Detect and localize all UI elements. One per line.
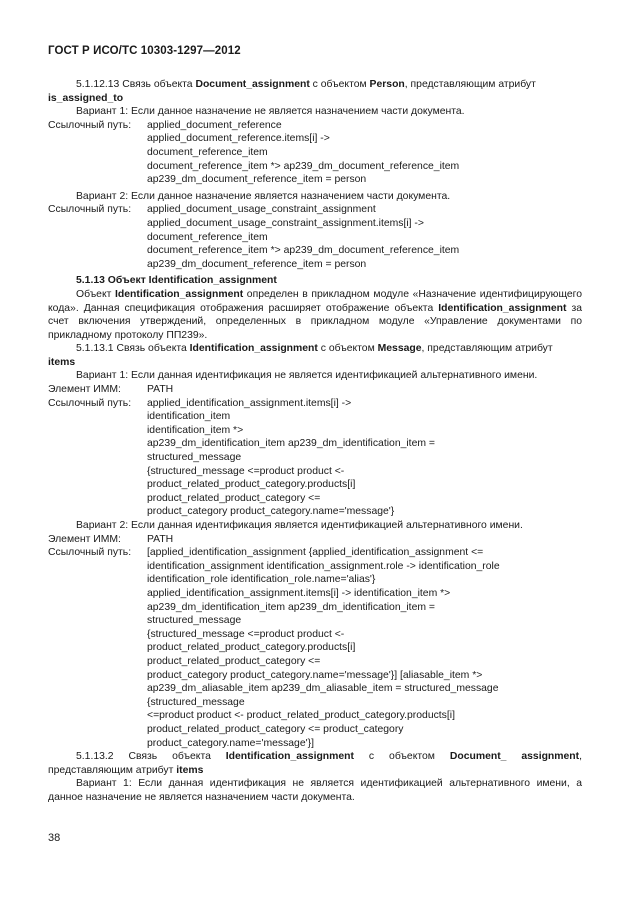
variant-1-text: Вариант 1: Если данное назначение не является назначением части документа. — [76, 106, 465, 118]
variant-2-text: Вариант 2: Если данное назначение является назначением части документа. — [76, 190, 451, 202]
clause-5-1-13-1-title: 5.1.13.1 Связь объекта Identification_assignment с объектом Message, представляющим атрибут — [76, 343, 553, 355]
reference-path-line: structured_message — [147, 452, 242, 464]
reference-path-line: applied_document_usage_constraint_assignment.items[i] -> — [147, 217, 424, 229]
reference-path-label: Ссылочный путь: — [48, 547, 132, 559]
reference-path-line: applied_identification_assignment.items[i] -> — [147, 397, 352, 409]
reference-path-line: {structured_message <=product product <- — [147, 628, 345, 640]
clause-5-1-12-13-title: 5.1.12.13 Связь объекта Document_assignment с объектом Person, представляющим атрибут — [76, 79, 536, 90]
reference-path-line: applied_identification_assignment.items[i] -> identification_item *> — [147, 587, 451, 599]
reference-path-line: ap239_dm_identification_item ap239_dm_identification_item = — [147, 601, 435, 613]
arm-element-label: Элемент ИММ: — [48, 533, 121, 545]
clause-attribute: items — [48, 356, 76, 368]
reference-path-line: product_related_product_category.products[i] — [147, 479, 356, 491]
reference-path-line: document_reference_item — [147, 231, 268, 243]
arm-element-value: PATH — [147, 533, 174, 545]
reference-path-line: <=product product <- product_related_product_category.products[i] — [147, 710, 455, 722]
clause-attribute: is_assigned_to — [48, 92, 124, 104]
reference-path-line: identification_item *> — [147, 424, 244, 436]
reference-path-line: applied_document_reference — [147, 119, 282, 131]
reference-path-line: product_related_product_category <= product_category — [147, 723, 404, 735]
reference-path-line: structured_message — [147, 615, 242, 627]
reference-path-line: document_reference_item *> ap239_dm_document_reference_item — [147, 245, 460, 257]
reference-path-line: ap239_dm_identification_item ap239_dm_identification_item = — [147, 438, 435, 450]
reference-path-line: product_category product_category.name='message'}] [aliasable_item *> — [147, 669, 483, 681]
arm-element-value: PATH — [147, 384, 174, 396]
arm-element-label: Элемент ИММ: — [48, 384, 121, 396]
reference-path-label: Ссылочный путь: — [48, 119, 132, 131]
arm-element-row — [48, 383, 582, 397]
clause-5-1-13-2-title: 5.1.13.2 Связь объекта Identification_assignment с объектом Document_ assignment, представляющим атрибут items — [48, 751, 582, 776]
reference-path-line: identification_role identification_role.name='alias'} — [147, 574, 376, 586]
reference-path-line: {structured_message <=product product <- — [147, 465, 345, 477]
reference-path-label: Ссылочный путь: — [48, 397, 132, 409]
reference-path-label: Ссылочный путь: — [48, 204, 132, 216]
reference-path-line: {structured_message — [147, 696, 245, 708]
document-body — [48, 78, 582, 804]
reference-path-line: applied_document_reference.items[i] -> — [147, 133, 330, 145]
reference-path-line: identification_assignment identification_assignment.role -> identification_role — [147, 560, 500, 572]
reference-path-line: document_reference_item *> ap239_dm_document_reference_item — [147, 160, 460, 172]
page-number: 38 — [48, 832, 61, 844]
reference-path-row — [48, 397, 582, 411]
reference-path-line: document_reference_item — [147, 146, 268, 158]
reference-path-line: ap239_dm_aliasable_item ap239_dm_aliasable_item = structured_message — [147, 683, 499, 695]
reference-path-line: product_related_product_category <= — [147, 492, 321, 504]
reference-path-row — [48, 546, 582, 560]
reference-path-line: [applied_identification_assignment {applied_identification_assignment <= — [147, 547, 484, 559]
reference-path-line: product_related_product_category.products[i] — [147, 642, 356, 654]
variant-1-text: Вариант 1: Если данная идентификация не является идентификацией альтернативного имени, а данное назначение не является назначением части документа. — [48, 778, 582, 803]
section-5-1-13-heading: 5.1.13 Объект Identification_assignment — [76, 275, 277, 287]
variant-1-text: Вариант 1: Если данная идентификация не является идентификацией альтернативного имени. — [76, 370, 538, 382]
reference-path-line: ap239_dm_document_reference_item = person — [147, 258, 367, 270]
reference-path-line: product_related_product_category <= — [147, 655, 321, 667]
variant-2-text: Вариант 2: Если данная идентификация является идентификацией альтернативного имени. — [76, 520, 523, 531]
reference-path-row — [48, 203, 582, 217]
arm-element-row — [48, 533, 582, 547]
reference-path-line: product_category.name='message'}] — [147, 737, 314, 749]
reference-path-line: identification_item — [147, 411, 231, 423]
reference-path-row — [48, 119, 582, 133]
reference-path-line: applied_document_usage_constraint_assignment — [147, 204, 376, 216]
section-5-1-13-paragraph: Объект Identification_assignment определен в прикладном модуле «Назначение идентифицирующего кода». Данная спецификация отображения расширяет отображение объекта Identification_assignment за счет включения утверждений, определенных в прикладном модуле «Управление документами по прикладному протоколу ПП239». — [48, 288, 583, 341]
reference-path-line: product_category product_category.name='message'} — [147, 506, 395, 518]
reference-path-line: ap239_dm_document_reference_item = person — [147, 174, 367, 186]
document-header: ГОСТ Р ИСО/ТС 10303-1297—2012 — [48, 45, 241, 57]
